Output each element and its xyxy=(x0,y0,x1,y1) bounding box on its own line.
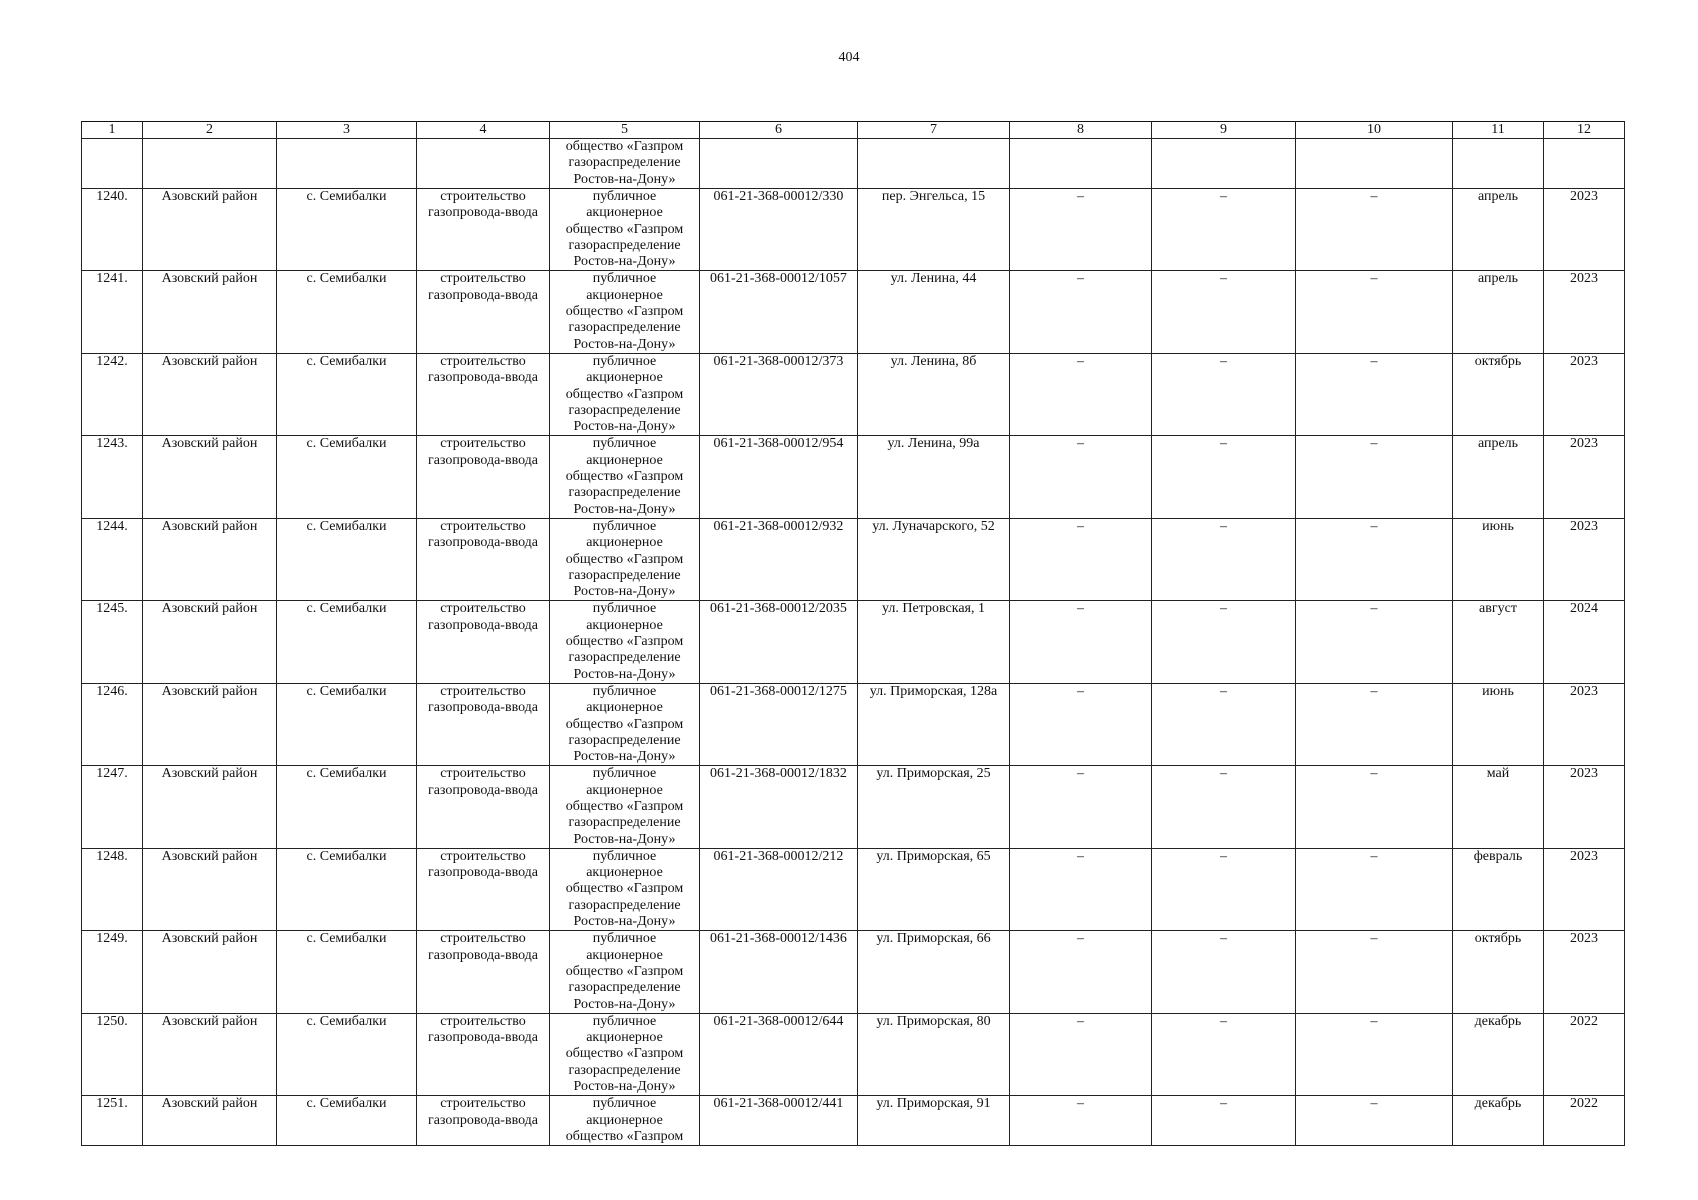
column-8-cell: – xyxy=(1010,518,1152,600)
operator-cell: публичное акционерное общество «Газпром газораспределение Ростов-на-Дону» xyxy=(550,189,700,271)
district-cell: Азовский район xyxy=(143,436,277,518)
column-8-cell: – xyxy=(1010,766,1152,848)
column-10-cell: – xyxy=(1296,601,1453,683)
column-8-cell: – xyxy=(1010,436,1152,518)
year-cell: 2023 xyxy=(1544,931,1625,1013)
registry-code-cell: 061-21-368-00012/330 xyxy=(700,189,858,271)
column-10-cell: – xyxy=(1296,848,1453,930)
row-number-cell: 1247. xyxy=(82,766,143,848)
column-8-cell: – xyxy=(1010,848,1152,930)
column-9-cell: – xyxy=(1152,848,1296,930)
table-cell xyxy=(1152,139,1296,189)
operator-cell: публичное акционерное общество «Газпром газораспределение Ростов-на-Дону» xyxy=(550,601,700,683)
year-cell: 2023 xyxy=(1544,436,1625,518)
address-cell: ул. Луначарского, 52 xyxy=(858,518,1010,600)
year-cell: 2024 xyxy=(1544,601,1625,683)
table-cell xyxy=(1296,139,1453,189)
row-number-cell: 1246. xyxy=(82,683,143,765)
column-10-cell: – xyxy=(1296,1013,1453,1095)
column-9-cell: – xyxy=(1152,766,1296,848)
column-10-cell: – xyxy=(1296,766,1453,848)
table-row xyxy=(82,848,1625,930)
district-cell: Азовский район xyxy=(143,766,277,848)
month-cell: апрель xyxy=(1453,189,1544,271)
month-cell: декабрь xyxy=(1453,1013,1544,1095)
settlement-cell: с. Семибалки xyxy=(277,931,417,1013)
table-cell xyxy=(417,139,550,189)
registry-code-cell: 061-21-368-00012/644 xyxy=(700,1013,858,1095)
month-cell: май xyxy=(1453,766,1544,848)
column-9-cell: – xyxy=(1152,1013,1296,1095)
registry-code-cell: 061-21-368-00012/954 xyxy=(700,436,858,518)
activity-cell: строительство газопровода-ввода xyxy=(417,271,550,353)
year-cell: 2022 xyxy=(1544,1013,1625,1095)
district-cell: Азовский район xyxy=(143,271,277,353)
operator-cell: публичное акционерное общество «Газпром xyxy=(550,1096,700,1146)
table-row xyxy=(82,1096,1625,1146)
operator-cell: публичное акционерное общество «Газпром газораспределение Ростов-на-Дону» xyxy=(550,353,700,435)
address-cell: ул. Приморская, 91 xyxy=(858,1096,1010,1146)
operator-cell: публичное акционерное общество «Газпром газораспределение Ростов-на-Дону» xyxy=(550,1013,700,1095)
column-header: 8 xyxy=(1010,122,1152,139)
operator-cell: публичное акционерное общество «Газпром газораспределение Ростов-на-Дону» xyxy=(550,683,700,765)
month-cell: октябрь xyxy=(1453,353,1544,435)
column-8-cell: – xyxy=(1010,931,1152,1013)
operator-cell: публичное акционерное общество «Газпром газораспределение Ростов-на-Дону» xyxy=(550,931,700,1013)
table-cell xyxy=(82,139,143,189)
operator-cell: публичное акционерное общество «Газпром газораспределение Ростов-на-Дону» xyxy=(550,848,700,930)
activity-cell: строительство газопровода-ввода xyxy=(417,518,550,600)
registry-code-cell: 061-21-368-00012/1275 xyxy=(700,683,858,765)
row-number-cell: 1245. xyxy=(82,601,143,683)
address-cell: ул. Приморская, 66 xyxy=(858,931,1010,1013)
address-cell: ул. Приморская, 80 xyxy=(858,1013,1010,1095)
column-8-cell: – xyxy=(1010,683,1152,765)
table-row xyxy=(82,683,1625,765)
column-10-cell: – xyxy=(1296,436,1453,518)
column-9-cell: – xyxy=(1152,189,1296,271)
district-cell: Азовский район xyxy=(143,1096,277,1146)
month-cell: июнь xyxy=(1453,683,1544,765)
activity-cell: строительство газопровода-ввода xyxy=(417,766,550,848)
address-cell: ул. Ленина, 8б xyxy=(858,353,1010,435)
registry-code-cell: 061-21-368-00012/1057 xyxy=(700,271,858,353)
activity-cell: строительство газопровода-ввода xyxy=(417,601,550,683)
district-cell: Азовский район xyxy=(143,683,277,765)
district-cell: Азовский район xyxy=(143,1013,277,1095)
year-cell: 2023 xyxy=(1544,189,1625,271)
row-number-cell: 1251. xyxy=(82,1096,143,1146)
register-table xyxy=(81,121,1625,1146)
table-body xyxy=(82,139,1625,1146)
settlement-cell: с. Семибалки xyxy=(277,436,417,518)
registry-code-cell: 061-21-368-00012/373 xyxy=(700,353,858,435)
address-cell: ул. Приморская, 65 xyxy=(858,848,1010,930)
activity-cell: строительство газопровода-ввода xyxy=(417,436,550,518)
district-cell: Азовский район xyxy=(143,601,277,683)
settlement-cell: с. Семибалки xyxy=(277,353,417,435)
table-row xyxy=(82,1013,1625,1095)
settlement-cell: с. Семибалки xyxy=(277,766,417,848)
activity-cell: строительство газопровода-ввода xyxy=(417,931,550,1013)
column-9-cell: – xyxy=(1152,518,1296,600)
row-number-cell: 1241. xyxy=(82,271,143,353)
column-header: 10 xyxy=(1296,122,1453,139)
column-9-cell: – xyxy=(1152,931,1296,1013)
table-row xyxy=(82,601,1625,683)
activity-cell: строительство газопровода-ввода xyxy=(417,1096,550,1146)
table-cell xyxy=(1544,139,1625,189)
column-10-cell: – xyxy=(1296,1096,1453,1146)
column-8-cell: – xyxy=(1010,1096,1152,1146)
operator-cell: публичное акционерное общество «Газпром газораспределение Ростов-на-Дону» xyxy=(550,766,700,848)
month-cell: октябрь xyxy=(1453,931,1544,1013)
column-10-cell: – xyxy=(1296,683,1453,765)
row-number-cell: 1250. xyxy=(82,1013,143,1095)
column-10-cell: – xyxy=(1296,931,1453,1013)
registry-code-cell: 061-21-368-00012/1832 xyxy=(700,766,858,848)
table-row xyxy=(82,189,1625,271)
column-8-cell: – xyxy=(1010,189,1152,271)
year-cell: 2022 xyxy=(1544,1096,1625,1146)
address-cell: ул. Ленина, 44 xyxy=(858,271,1010,353)
column-number-row xyxy=(82,122,1625,139)
year-cell: 2023 xyxy=(1544,353,1625,435)
column-header: 2 xyxy=(143,122,277,139)
year-cell: 2023 xyxy=(1544,518,1625,600)
settlement-cell: с. Семибалки xyxy=(277,683,417,765)
table-cell xyxy=(1453,139,1544,189)
address-cell: ул. Ленина, 99а xyxy=(858,436,1010,518)
table-row xyxy=(82,518,1625,600)
address-cell: ул. Приморская, 128а xyxy=(858,683,1010,765)
year-cell: 2023 xyxy=(1544,766,1625,848)
table-row xyxy=(82,766,1625,848)
year-cell: 2023 xyxy=(1544,848,1625,930)
district-cell: Азовский район xyxy=(143,189,277,271)
address-cell: ул. Петровская, 1 xyxy=(858,601,1010,683)
column-10-cell: – xyxy=(1296,353,1453,435)
table-cell xyxy=(858,139,1010,189)
settlement-cell: с. Семибалки xyxy=(277,271,417,353)
column-8-cell: – xyxy=(1010,271,1152,353)
column-9-cell: – xyxy=(1152,1096,1296,1146)
row-number-cell: 1240. xyxy=(82,189,143,271)
year-cell: 2023 xyxy=(1544,271,1625,353)
activity-cell: строительство газопровода-ввода xyxy=(417,683,550,765)
activity-cell: строительство газопровода-ввода xyxy=(417,1013,550,1095)
activity-cell: строительство газопровода-ввода xyxy=(417,848,550,930)
column-9-cell: – xyxy=(1152,436,1296,518)
registry-code-cell: 061-21-368-00012/212 xyxy=(700,848,858,930)
activity-cell: строительство газопровода-ввода xyxy=(417,353,550,435)
registry-code-cell: 061-21-368-00012/1436 xyxy=(700,931,858,1013)
address-cell: пер. Энгельса, 15 xyxy=(858,189,1010,271)
month-cell: июнь xyxy=(1453,518,1544,600)
column-header: 3 xyxy=(277,122,417,139)
operator-cell: публичное акционерное общество «Газпром газораспределение Ростов-на-Дону» xyxy=(550,518,700,600)
row-number-cell: 1242. xyxy=(82,353,143,435)
column-9-cell: – xyxy=(1152,683,1296,765)
registry-code-cell: 061-21-368-00012/441 xyxy=(700,1096,858,1146)
settlement-cell: с. Семибалки xyxy=(277,1096,417,1146)
table-row xyxy=(82,353,1625,435)
registry-code-cell: 061-21-368-00012/932 xyxy=(700,518,858,600)
operator-cell: публичное акционерное общество «Газпром газораспределение Ростов-на-Дону» xyxy=(550,436,700,518)
table-row xyxy=(82,271,1625,353)
row-number-cell: 1243. xyxy=(82,436,143,518)
column-9-cell: – xyxy=(1152,601,1296,683)
settlement-cell: с. Семибалки xyxy=(277,1013,417,1095)
month-cell: август xyxy=(1453,601,1544,683)
district-cell: Азовский район xyxy=(143,518,277,600)
column-header: 6 xyxy=(700,122,858,139)
settlement-cell: с. Семибалки xyxy=(277,601,417,683)
column-9-cell: – xyxy=(1152,353,1296,435)
settlement-cell: с. Семибалки xyxy=(277,518,417,600)
column-8-cell: – xyxy=(1010,1013,1152,1095)
month-cell: февраль xyxy=(1453,848,1544,930)
month-cell: апрель xyxy=(1453,436,1544,518)
column-header: 1 xyxy=(82,122,143,139)
row-number-cell: 1244. xyxy=(82,518,143,600)
column-10-cell: – xyxy=(1296,518,1453,600)
column-header: 12 xyxy=(1544,122,1625,139)
column-8-cell: – xyxy=(1010,601,1152,683)
settlement-cell: с. Семибалки xyxy=(277,848,417,930)
table-row xyxy=(82,436,1625,518)
operator-cell: общество «Газпром газораспределение Ростов-на-Дону» xyxy=(550,139,700,189)
column-10-cell: – xyxy=(1296,189,1453,271)
table-row xyxy=(82,931,1625,1013)
year-cell: 2023 xyxy=(1544,683,1625,765)
address-cell: ул. Приморская, 25 xyxy=(858,766,1010,848)
district-cell: Азовский район xyxy=(143,931,277,1013)
table-cell xyxy=(277,139,417,189)
registry-code-cell: 061-21-368-00012/2035 xyxy=(700,601,858,683)
district-cell: Азовский район xyxy=(143,848,277,930)
column-9-cell: – xyxy=(1152,271,1296,353)
column-10-cell: – xyxy=(1296,271,1453,353)
operator-cell: публичное акционерное общество «Газпром газораспределение Ростов-на-Дону» xyxy=(550,271,700,353)
row-number-cell: 1248. xyxy=(82,848,143,930)
table-cell xyxy=(1010,139,1152,189)
column-header: 4 xyxy=(417,122,550,139)
table-cell xyxy=(700,139,858,189)
column-header: 7 xyxy=(858,122,1010,139)
settlement-cell: с. Семибалки xyxy=(277,189,417,271)
table-cell xyxy=(143,139,277,189)
row-number-cell: 1249. xyxy=(82,931,143,1013)
district-cell: Азовский район xyxy=(143,353,277,435)
month-cell: декабрь xyxy=(1453,1096,1544,1146)
column-header: 9 xyxy=(1152,122,1296,139)
page-number: 404 xyxy=(838,50,860,65)
column-8-cell: – xyxy=(1010,353,1152,435)
column-header: 11 xyxy=(1453,122,1544,139)
month-cell: апрель xyxy=(1453,271,1544,353)
activity-cell: строительство газопровода-ввода xyxy=(417,189,550,271)
table-row-continuation xyxy=(82,139,1625,189)
column-header: 5 xyxy=(550,122,700,139)
